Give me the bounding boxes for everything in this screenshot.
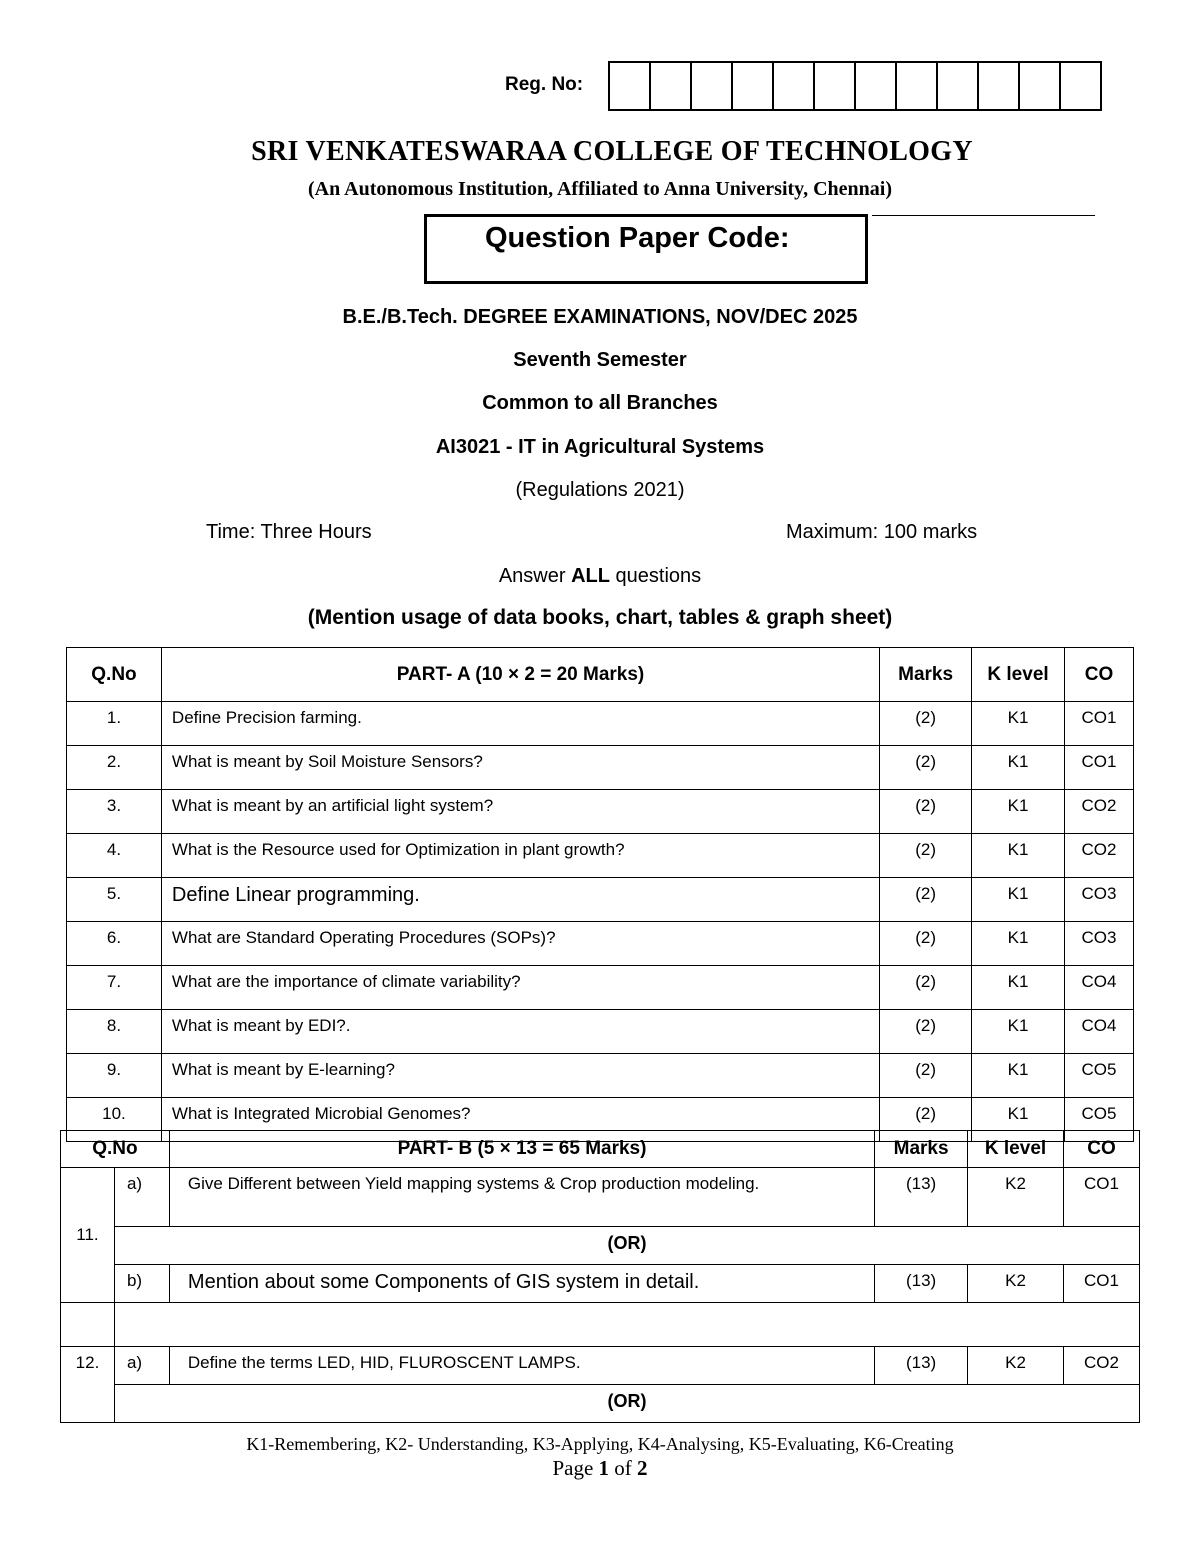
question-text: What is meant by an artificial light system? [161, 790, 879, 834]
branches: Common to all Branches [482, 392, 718, 414]
co: CO5 [1065, 1054, 1134, 1098]
header-part-a: PART- A (10 × 2 = 20 Marks) [161, 648, 879, 702]
q-no: 9. [67, 1054, 162, 1098]
question-text: What are the importance of climate variability? [161, 966, 879, 1010]
time-info: Time: Three Hours [206, 521, 372, 543]
page-of: of [609, 1456, 638, 1480]
table-row [67, 966, 1134, 1010]
co: CO3 [1065, 922, 1134, 966]
table-row [67, 1010, 1134, 1054]
question-text: What is meant by Soil Moisture Sensors? [161, 746, 879, 790]
header-marks: Marks [880, 648, 972, 702]
k-level: K2 [968, 1265, 1064, 1303]
q-no: 7. [67, 966, 162, 1010]
table-row [61, 1168, 1140, 1227]
reg-no-box[interactable] [692, 63, 733, 109]
marks: (2) [880, 1098, 972, 1142]
k-level: K1 [972, 702, 1065, 746]
header-part-b: PART- B (5 × 13 = 65 Marks) [169, 1131, 874, 1168]
question-text: What is the Resource used for Optimization in plant growth? [161, 834, 879, 878]
spacer-row [61, 1303, 1140, 1347]
table-row [67, 702, 1134, 746]
regulations: (Regulations 2021) [515, 479, 685, 501]
co: CO1 [1064, 1265, 1140, 1303]
question-text: Give Different between Yield mapping systems & Crop production modeling. [169, 1168, 874, 1227]
semester: Seventh Semester [513, 349, 687, 371]
or-label: (OR) [114, 1227, 1139, 1265]
header-marks: Marks [875, 1131, 968, 1168]
table-row [67, 1054, 1134, 1098]
empty-cell [114, 1303, 1139, 1347]
q-no: 6. [67, 922, 162, 966]
header-k-level: K level [972, 648, 1065, 702]
header-qno: Q.No [61, 1131, 170, 1168]
mention-note: (Mention usage of data books, chart, tables & graph sheet) [307, 606, 893, 629]
header-co: CO [1065, 648, 1134, 702]
reg-no-box[interactable] [979, 63, 1020, 109]
reg-no-box[interactable] [856, 63, 897, 109]
marks: (2) [880, 1054, 972, 1098]
marks: (2) [880, 746, 972, 790]
table-row [67, 746, 1134, 790]
k-level: K2 [968, 1347, 1064, 1385]
exam-title: B.E./B.Tech. DEGREE EXAMINATIONS, NOV/DEC 2025 [342, 306, 858, 328]
header-qno: Q.No [67, 648, 162, 702]
co: CO1 [1064, 1168, 1140, 1227]
marks: (2) [880, 922, 972, 966]
q-no: 5. [67, 878, 162, 922]
or-row [61, 1385, 1140, 1423]
reg-no-box[interactable] [897, 63, 938, 109]
question-paper-code-label: Question Paper Code: [485, 222, 790, 254]
question-text: What is Integrated Microbial Genomes? [161, 1098, 879, 1142]
marks: (2) [880, 702, 972, 746]
k-level: K1 [972, 878, 1065, 922]
question-paper-code-box [424, 214, 868, 284]
k-level: K1 [972, 966, 1065, 1010]
marks: (2) [880, 966, 972, 1010]
part-b-header [61, 1131, 1140, 1168]
part-a-table [66, 647, 1134, 1142]
question-text: What is meant by E-learning? [161, 1054, 879, 1098]
k-level: K1 [972, 790, 1065, 834]
affiliation: (An Autonomous Institution, Affiliated to Anna University, Chennai) [308, 178, 892, 200]
answer-suffix: questions [609, 565, 702, 587]
co: CO3 [1065, 878, 1134, 922]
reg-no-box[interactable] [938, 63, 979, 109]
k-level: K1 [972, 1098, 1065, 1142]
part-a-header [67, 648, 1134, 702]
reg-no-label: Reg. No: [505, 74, 584, 95]
q-no: 4. [67, 834, 162, 878]
co: CO4 [1065, 966, 1134, 1010]
question-text: Define Precision farming. [161, 702, 879, 746]
co: CO2 [1065, 834, 1134, 878]
marks: (2) [880, 834, 972, 878]
question-text: Define Linear programming. [161, 878, 879, 922]
sub-label: a) [114, 1168, 169, 1227]
q-no: 12. [61, 1347, 115, 1423]
page-prefix: Page [552, 1456, 599, 1480]
marks: (2) [880, 790, 972, 834]
q-no: 1. [67, 702, 162, 746]
co: CO1 [1065, 702, 1134, 746]
question-text: Mention about some Components of GIS system in detail. [169, 1265, 874, 1303]
q-no: 10. [67, 1098, 162, 1142]
part-b-table [60, 1130, 1140, 1423]
k-level: K1 [972, 1054, 1065, 1098]
co: CO4 [1065, 1010, 1134, 1054]
answer-all: ALL [571, 565, 610, 587]
header-k-level: K level [968, 1131, 1064, 1168]
reg-no-box[interactable] [610, 63, 651, 109]
table-row [67, 922, 1134, 966]
reg-no-box[interactable] [651, 63, 692, 109]
question-text: What is meant by EDI?. [161, 1010, 879, 1054]
k-level: K1 [972, 746, 1065, 790]
page-total: 2 [637, 1456, 648, 1480]
marks: (13) [875, 1168, 968, 1227]
co: CO5 [1065, 1098, 1134, 1142]
or-label: (OR) [114, 1385, 1139, 1423]
q-no: 3. [67, 790, 162, 834]
header-rule [872, 215, 1095, 216]
college-name: SRI VENKATESWARAA COLLEGE OF TECHNOLOGY [251, 136, 973, 167]
co: CO2 [1065, 790, 1134, 834]
reg-no-boxes[interactable] [608, 61, 1102, 111]
empty-cell [61, 1303, 115, 1347]
sub-label: b) [114, 1265, 169, 1303]
marks: (13) [875, 1347, 968, 1385]
q-no: 2. [67, 746, 162, 790]
k-level: K1 [972, 922, 1065, 966]
k-level: K1 [972, 1010, 1065, 1054]
q-no: 11. [61, 1168, 115, 1303]
marks: (2) [880, 1010, 972, 1054]
page-current: 1 [598, 1456, 610, 1480]
question-text: Define the terms LED, HID, FLUROSCENT LAMPS. [169, 1347, 874, 1385]
co: CO2 [1064, 1347, 1140, 1385]
reg-no-box[interactable] [815, 63, 856, 109]
maximum-marks: Maximum: 100 marks [786, 521, 978, 543]
sub-label: a) [114, 1347, 169, 1385]
answer-instruction [0, 565, 1200, 588]
reg-no-box[interactable] [774, 63, 815, 109]
table-row [61, 1265, 1140, 1303]
footer-k-levels: K1-Remembering, K2- Understanding, K3-Applying, K4-Analysing, K5-Evaluating, K6-Creating [246, 1434, 954, 1454]
co: CO1 [1065, 746, 1134, 790]
marks: (2) [880, 878, 972, 922]
header-co: CO [1064, 1131, 1140, 1168]
reg-no-box[interactable] [1061, 63, 1102, 109]
k-level: K1 [972, 834, 1065, 878]
or-row [61, 1227, 1140, 1265]
footer-page [0, 1456, 1200, 1481]
table-row [61, 1347, 1140, 1385]
k-level: K2 [968, 1168, 1064, 1227]
reg-no-box[interactable] [733, 63, 774, 109]
q-no: 8. [67, 1010, 162, 1054]
table-row [67, 834, 1134, 878]
reg-no-box[interactable] [1020, 63, 1061, 109]
table-row [67, 790, 1134, 834]
answer-prefix: Answer [498, 565, 572, 587]
marks: (13) [875, 1265, 968, 1303]
table-row [67, 878, 1134, 922]
subject: AI3021 - IT in Agricultural Systems [435, 436, 765, 458]
question-text: What are Standard Operating Procedures (SOPs)? [161, 922, 879, 966]
